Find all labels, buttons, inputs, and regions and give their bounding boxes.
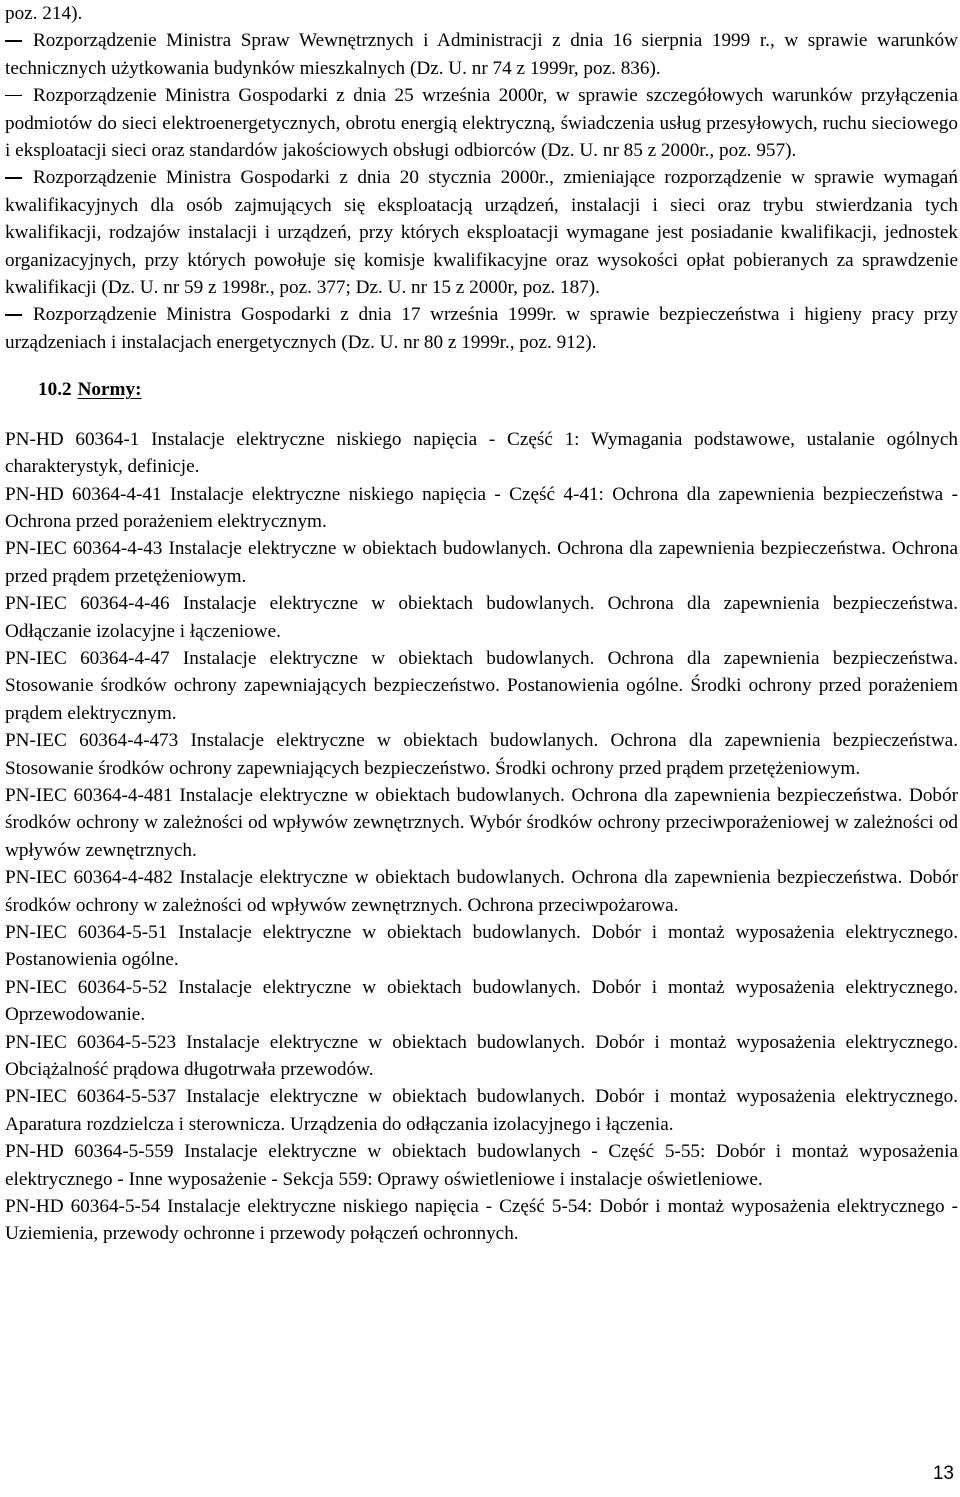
norm-item: PN-HD 60364-1 Instalacje elektryczne niskiego napięcia - Część 1: Wymagania podstawowe, ustalanie ogólnych charakterystyk, definicje. <box>5 428 958 478</box>
norm-item: PN-IEC 60364-5-52 Instalacje elektryczne w obiektach budowlanych. Dobór i montaż wyposażenia elektrycznego. Oprzewodowanie. <box>5 976 958 1026</box>
norm-item: PN-IEC 60364-4-46 Instalacje elektryczne w obiektach budowlanych. Ochrona dla zapewnienia bezpieczeństwa. Odłączanie izolacyjne i łączeniowe. <box>5 593 958 642</box>
regulation-item: Rozporządzenie Ministra Spraw Wewnętrznych i Administracji z dnia 16 sierpnia 1999 r., w sprawie warunków technicznych użytkowania budynków mieszkalnych (Dz. U. nr 74 z 1999r, poz. 836). <box>5 27 958 82</box>
norms-list <box>5 426 958 1248</box>
regulation-item: Rozporządzenie Ministra Gospodarki z dnia 17 września 1999r. w sprawie bezpieczeństwa i higieny pracy przy urządzeniach i instalacjach energetycznych (Dz. U. nr 80 z 1999r., poz. 912). <box>5 301 958 356</box>
regulations-list <box>5 27 958 356</box>
regulation-item: Rozporządzenie Ministra Gospodarki z dnia 25 września 2000r, w sprawie szczegółowych warunków przyłączenia podmiotów do sieci elektroenergetycznych, obrotu energią elektryczną, świadczenia usług przesyłowych, ruchu sieciowego i eksploatacji sieci oraz standardów jakościowych obsługi odbiorców (Dz. U. nr 85 z 2000r., poz. 957). <box>5 82 958 164</box>
norm-item: PN-IEC 60364-4-473 Instalacje elektryczne w obiektach budowlanych. Ochrona dla zapewnienia bezpieczeństwa. Stosowanie środków ochrony zapewniających bezpieczeństwo. Środki ochrony przed prądem przetężeniowym. <box>5 730 958 779</box>
document-page <box>5 0 958 1248</box>
norm-item: PN-IEC 60364-5-537 Instalacje elektryczne w obiektach budowlanych. Dobór i montaż wyposażenia elektrycznego. Aparatura rozdzielcza i sterownicza. Urządzenia do odłączania izolacyjnego i łączenia. <box>5 1086 958 1135</box>
norm-item: PN-HD 60364-5-559 Instalacje elektryczne w obiektach budowlanych - Część 5-55: Dobór i montaż wyposażenia elektrycznego - Inne wyposażenie - Sekcja 559: Oprawy oświetleniowe i instalacje oświetleniowe. <box>5 1141 958 1190</box>
norm-item: PN-IEC 60364-4-482 Instalacje elektryczne w obiektach budowlanych. Ochrona dla zapewnienia bezpieczeństwa. Dobór środków ochrony w zależności od wpływów zewnętrznych. Ochrona przeciwpożarowa. <box>5 867 958 916</box>
norm-item: PN-IEC 60364-4-43 Instalacje elektryczne w obiektach budowlanych. Ochrona dla zapewnienia bezpieczeństwa. Ochrona przed prądem przetężeniowym. <box>5 538 958 587</box>
norm-item: PN-IEC 60364-5-523 Instalacje elektryczne w obiektach budowlanych. Dobór i montaż wyposażenia elektrycznego. Obciążalność prądowa długotrwała przewodów. <box>5 1031 958 1081</box>
norm-item: PN-IEC 60364-5-51 Instalacje elektryczne w obiektach budowlanych. Dobór i montaż wyposażenia elektrycznego. Postanowienia ogólne. <box>5 922 958 971</box>
norm-item: PN-IEC 60364-4-47 Instalacje elektryczne w obiektach budowlanych. Ochrona dla zapewnienia bezpieczeństwa. Stosowanie środków ochrony zapewniających bezpieczeństwo. Postanowienia ogólne. Środki ochrony przed porażeniem prądem elektrycznym. <box>5 647 958 724</box>
section-number: 10.2 <box>38 379 72 401</box>
section-heading <box>5 376 958 403</box>
norm-item: PN-IEC 60364-4-481 Instalacje elektryczne w obiektach budowlanych. Ochrona dla zapewnienia bezpieczeństwa. Dobór środków ochrony w zależności od wpływów zewnętrznych. Wybór środków ochrony przeciwporażeniowej w zależności od wpływów zewnętrznych. <box>5 784 958 861</box>
previous-item-tail: poz. 214). <box>5 3 83 24</box>
norm-item: PN-HD 60364-4-41 Instalacje elektryczne niskiego napięcia - Część 4-41: Ochrona dla zapewnienia bezpieczeństwa - Ochrona przed porażeniem elektrycznym. <box>5 483 958 532</box>
page-number: 13 <box>932 1463 954 1484</box>
section-title: Normy: <box>77 379 142 401</box>
norm-item: PN-HD 60364-5-54 Instalacje elektryczne niskiego napięcia - Część 5-54: Dobór i montaż wyposażenia elektrycznego - Uziemienia, przewody ochronne i przewody połączeń ochronnych. <box>5 1196 958 1245</box>
regulation-item: Rozporządzenie Ministra Gospodarki z dnia 20 stycznia 2000r., zmieniające rozporządzenie w sprawie wymagań kwalifikacyjnych dla osób zajmujących się eksploatacją urządzeń, instalacji i sieci oraz trybu stwierdzania tych kwalifikacji, rodzajów instalacji i urządzeń, przy których eksploatacji wymagane jest posiadanie kwalifikacji, jednostek organizacyjnych, przy których powołuje się komisje kwalifikacyjne oraz wysokości opłat pobieranych za sprawdzenie kwalifikacji (Dz. U. nr 59 z 1998r., poz. 377; Dz. U. nr 15 z 2000r, poz. 187). <box>5 164 958 301</box>
